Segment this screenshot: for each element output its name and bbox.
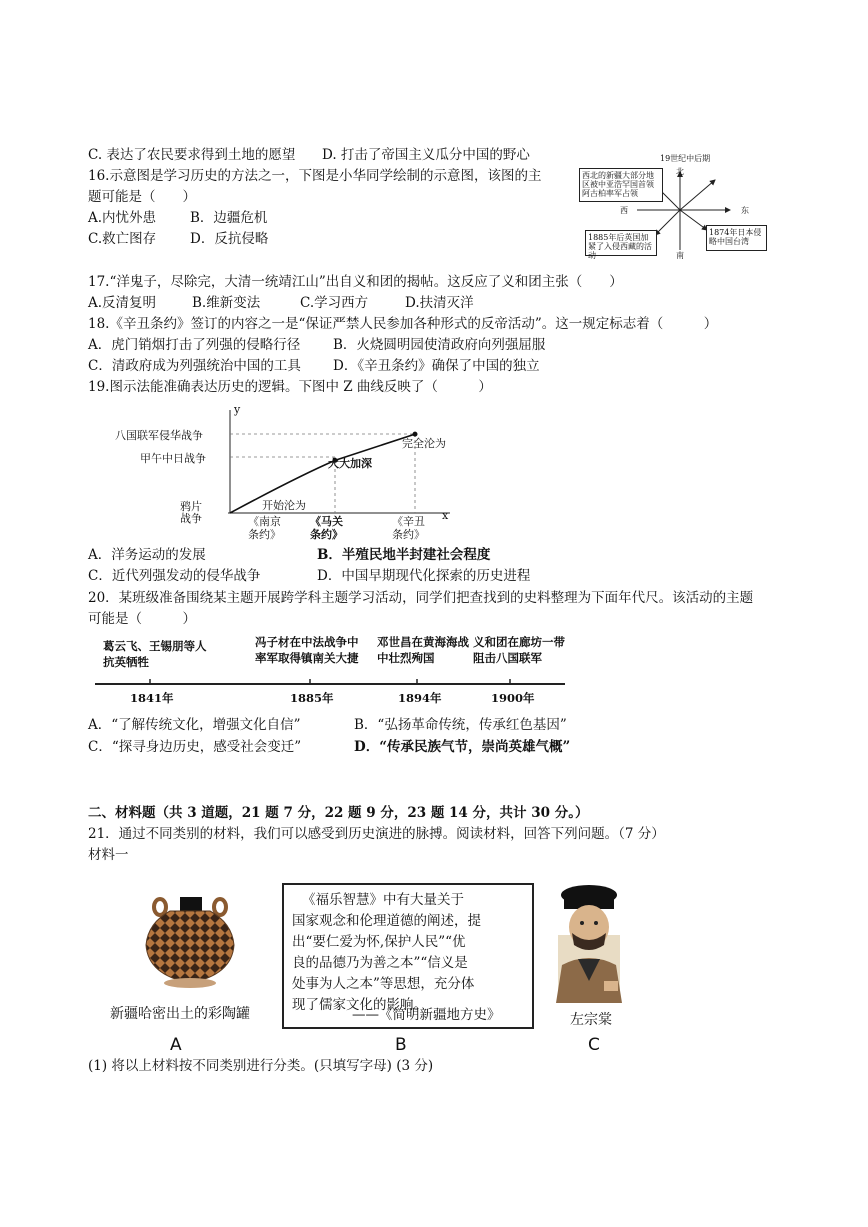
- z-curve: [230, 434, 415, 513]
- material-b-line5: 处事为人之本”等思想，充分体: [292, 976, 475, 992]
- q18-stem: 18.《辛丑条约》签订的内容之一是“保证严禁人民参加各种形式的反帝活动”。这一规定标志着（ ）: [88, 316, 718, 332]
- material-a-pottery-jar: [140, 893, 240, 993]
- annotation-dada: 大大加深: [328, 457, 372, 470]
- q17-option-d: D.扶清灭洋: [405, 295, 474, 311]
- timeline-event-1841: 葛云飞、王锡朋等人抗英牺牲: [103, 639, 207, 669]
- diagram-south: 南: [676, 251, 684, 260]
- timeline-year-1885: 1885年: [290, 691, 334, 705]
- diagram-box-northwest: 西北的新疆大部分地区被中亚浩罕国首领阿古柏率军占领: [579, 168, 663, 202]
- q16-direction-diagram: [575, 150, 775, 265]
- q16-stem-line2: 题可能是（ ）: [88, 189, 196, 205]
- material-b-line1: 《福乐智慧》中有大量关于: [302, 892, 464, 908]
- q18-option-d: D．《辛丑条约》确保了中国的独立: [333, 358, 540, 374]
- diagram-north: 北: [676, 167, 684, 176]
- q16-option-a: A.内忧外患: [88, 210, 157, 226]
- timeline-year-1900: 1900年: [491, 691, 535, 705]
- chart-x-axis-title: x: [442, 509, 449, 522]
- q21-stem: 21．通过不同类别的材料，我们可以感受到历史演进的脉搏。阅读材料，回答下列问题。（7 分）: [88, 826, 665, 842]
- material-b-line4: 良的品德乃为善之本”“信义是: [292, 955, 468, 971]
- material-label-b: B: [395, 1035, 407, 1055]
- material-c-portrait: [548, 885, 630, 1003]
- q16-option-b: B．边疆危机: [190, 210, 268, 226]
- q16-option-d: D．反抗侵略: [190, 231, 269, 247]
- material-b-line2: 国家观念和伦理道德的阐述，提: [292, 913, 481, 929]
- y-label-baguo: 八国联军侵华战争: [115, 429, 203, 442]
- timeline-event-1894: 邓世昌在黄海海战中壮烈殉国: [377, 635, 469, 665]
- q21-sub1: (1) 将以上材料按不同类别进行分类。(只填写字母) (3 分): [88, 1058, 434, 1074]
- material-b-source: ——《简明新疆地方史》: [352, 1007, 501, 1023]
- material-a-caption: 新疆哈密出土的彩陶罐: [110, 1006, 250, 1022]
- diagram-title: 19世纪中后期: [660, 154, 711, 163]
- q19-chart: [110, 405, 460, 545]
- material-b-line3: 出“要仁爱为怀,保护人民”“优: [292, 934, 466, 950]
- material-b-line6: 现了儒家文化的影响。: [292, 997, 427, 1013]
- timeline-event-1900: 义和团在廊坊一带阻击八国联军: [473, 635, 565, 665]
- pottery-jar-image: [140, 893, 240, 993]
- material1-label: 材料一: [88, 847, 129, 863]
- diagram-box-southwest: 1885年后英国加紧了入侵西藏的活动: [585, 230, 657, 256]
- diagram-east: 东: [741, 206, 749, 215]
- q15-option-d: D. 打击了帝国主义瓜分中国的野心: [322, 147, 530, 163]
- x-label-xinchou: 《辛丑条约》: [392, 515, 425, 541]
- q20-option-d: D．“传承民族气节，崇尚英雄气概”: [354, 739, 571, 755]
- q20-option-a: A．“了解传统文化，增强文化自信”: [88, 717, 301, 733]
- zuo-zongtang-portrait-image: [548, 885, 630, 1003]
- q20-timeline: [95, 632, 575, 712]
- q20-option-b: B．“弘扬革命传统，传承红色基因”: [354, 717, 567, 733]
- q17-option-b: B.维新变法: [192, 295, 261, 311]
- y-label-jiawu: 甲午中日战争: [140, 452, 206, 465]
- q17-option-a: A.反清复明: [88, 295, 157, 311]
- diagram-west: 西: [620, 206, 628, 215]
- q15-option-c: C. 表达了农民要求得到土地的愿望: [88, 147, 296, 163]
- x-label-maguan: 《马关条约》: [310, 515, 343, 541]
- q17-stem: 17.“洋鬼子，尽除完，大清一统靖江山”出自义和团的揭帖。这反应了义和团主张（ ）: [88, 274, 623, 290]
- annotation-kaishi: 开始沦为: [262, 499, 306, 512]
- q19-option-d: D．中国早期现代化探索的历史进程: [317, 568, 531, 584]
- chart-y-axis-title: y: [234, 403, 241, 416]
- q20-stem-line1: 20．某班级准备围绕某主题开展跨学科主题学习活动，同学们把查找到的史料整理为下面年代尺。该活动的主题: [88, 590, 754, 606]
- diagram-box-southeast: 1874年日本侵略中国台湾: [706, 225, 767, 251]
- q19-stem: 19.图示法能准确表达历史的逻辑。下图中 Z 曲线反映了（ ）: [88, 379, 492, 395]
- q19-option-c: C．近代列强发动的侵华战争: [88, 568, 261, 584]
- q18-option-a: A．虎门销烟打击了列强的侵略行径: [88, 337, 301, 353]
- q20-option-c: C．“探寻身边历史，感受社会变迁”: [88, 739, 302, 755]
- q20-stem-line2: 可能是（ ）: [88, 611, 196, 627]
- section2-heading: 二、材料题（共 3 道题，21 题 7 分，22 题 9 分，23 题 14 分，共计 30 分。）: [88, 805, 589, 821]
- q19-option-b: B．半殖民地半封建社会程度: [317, 547, 491, 563]
- q19-option-a: A．洋务运动的发展: [88, 547, 206, 563]
- timeline-year-1841: 1841年: [130, 691, 174, 705]
- material-label-a: A: [170, 1035, 182, 1055]
- q18-option-c: C．清政府成为列强统治中国的工具: [88, 358, 301, 374]
- y-label-yapian: 鸦片战争: [180, 500, 202, 525]
- q16-stem-line1: 16.示意图是学习历史的方法之一，下图是小华同学绘制的示意图，该图的主: [88, 168, 542, 184]
- timeline-year-1894: 1894年: [398, 691, 442, 705]
- annotation-wanquan: 完全沦为: [402, 437, 446, 450]
- q18-option-b: B．火烧圆明园使清政府向列强屈服: [333, 337, 546, 353]
- q16-option-c: C.救亡图存: [88, 231, 157, 247]
- timeline-event-1885: 冯子材在中法战争中率军取得镇南关大捷: [255, 635, 359, 665]
- q17-option-c: C.学习西方: [300, 295, 369, 311]
- x-label-nanjing: 《南京条约》: [248, 515, 281, 541]
- material-label-c: C: [588, 1035, 600, 1055]
- material-c-caption: 左宗棠: [570, 1012, 612, 1028]
